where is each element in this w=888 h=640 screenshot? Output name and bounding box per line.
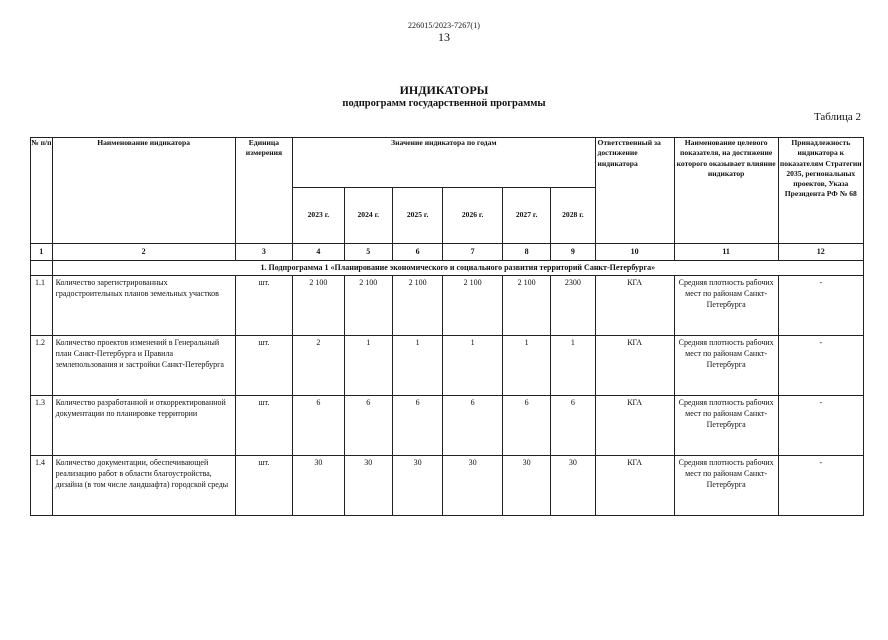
document-subtitle: подпрограмм государственной программы — [342, 98, 546, 109]
header-name: Наименование индикатора — [52, 138, 235, 244]
table-row — [31, 336, 864, 396]
column-number: 4 — [293, 244, 344, 261]
value-2025: 2 100 — [392, 276, 442, 336]
page-number: 13 — [438, 30, 450, 44]
table-row — [31, 396, 864, 456]
value-2028: 2300 — [551, 276, 595, 336]
indicators-table — [30, 137, 864, 516]
value-2024: 2 100 — [344, 276, 392, 336]
column-number: 5 — [344, 244, 392, 261]
header-num: № п/п — [31, 138, 53, 244]
value-2028: 1 — [551, 336, 595, 396]
subprogram-blank-cell — [31, 261, 53, 276]
indicator-unit: шт. — [235, 336, 293, 396]
responsible: КГА — [595, 396, 674, 456]
belonging: - — [778, 396, 863, 456]
subprogram-row — [31, 261, 864, 276]
indicator-name: Количество документации, обеспечивающей реализацию работ в области благоустройства, дизайна (в том числе ландшафта) городской среды — [52, 456, 235, 516]
value-2026: 30 — [443, 456, 503, 516]
header-unit: Единица измерения — [235, 138, 293, 244]
value-2023: 2 — [293, 336, 344, 396]
value-2028: 6 — [551, 396, 595, 456]
value-2025: 6 — [392, 396, 442, 456]
column-number: 10 — [595, 244, 674, 261]
document-number: 226015/2023-7267(1) — [407, 21, 481, 30]
header-year: 2023 г. — [293, 188, 344, 244]
value-2028: 30 — [551, 456, 595, 516]
belonging: - — [778, 336, 863, 396]
table-label: Таблица 2 — [813, 111, 861, 123]
column-number: 9 — [551, 244, 595, 261]
column-number: 11 — [674, 244, 778, 261]
value-2027: 1 — [502, 336, 550, 396]
indicator-unit: шт. — [235, 276, 293, 336]
column-number: 1 — [31, 244, 53, 261]
value-2026: 6 — [443, 396, 503, 456]
responsible: КГА — [595, 276, 674, 336]
document-title: ИНДИКАТОРЫ — [399, 83, 489, 97]
value-2023: 30 — [293, 456, 344, 516]
indicator-name: Количество проектов изменений в Генеральный план Санкт-Петербурга и Правила землепользования и застройки Санкт-Петербурга — [52, 336, 235, 396]
header-values-group: Значение индикатора по годам — [293, 138, 595, 188]
responsible: КГА — [595, 336, 674, 396]
belonging: - — [778, 456, 863, 516]
target-indicator: Средняя плотность рабочих мест по районам Санкт-Петербурга — [674, 456, 778, 516]
indicator-unit: шт. — [235, 396, 293, 456]
header-target: Наименование целевого показателя, на достижение которого оказывает влияние индикатор — [674, 138, 778, 244]
indicator-name: Количество разработанной и откорректированной документации по планировке территории — [52, 396, 235, 456]
value-2026: 2 100 — [443, 276, 503, 336]
header-year: 2025 г. — [392, 188, 442, 244]
value-2024: 30 — [344, 456, 392, 516]
table-row — [31, 456, 864, 516]
header-year: 2028 г. — [551, 188, 595, 244]
value-2024: 1 — [344, 336, 392, 396]
row-number: 1.3 — [31, 396, 53, 456]
column-number: 7 — [443, 244, 503, 261]
column-number: 6 — [392, 244, 442, 261]
row-number: 1.1 — [31, 276, 53, 336]
header-year: 2027 г. — [502, 188, 550, 244]
indicator-unit: шт. — [235, 456, 293, 516]
value-2027: 6 — [502, 396, 550, 456]
column-number: 8 — [502, 244, 550, 261]
header-belonging: Принадлежность индикатора к показателям Стратегии 2035, региональных проектов, Указа Президента РФ № 68 — [778, 138, 863, 244]
value-2025: 30 — [392, 456, 442, 516]
column-number: 2 — [52, 244, 235, 261]
value-2026: 1 — [443, 336, 503, 396]
value-2027: 2 100 — [502, 276, 550, 336]
column-number: 3 — [235, 244, 293, 261]
responsible: КГА — [595, 456, 674, 516]
value-2024: 6 — [344, 396, 392, 456]
header-year: 2026 г. — [443, 188, 503, 244]
target-indicator: Средняя плотность рабочих мест по районам Санкт-Петербурга — [674, 396, 778, 456]
indicator-name: Количество зарегистрированных градостроительных планов земельных участков — [52, 276, 235, 336]
value-2025: 1 — [392, 336, 442, 396]
value-2027: 30 — [502, 456, 550, 516]
column-number: 12 — [778, 244, 863, 261]
table-row — [31, 276, 864, 336]
column-numbers-row — [31, 244, 864, 261]
belonging: - — [778, 276, 863, 336]
value-2023: 2 100 — [293, 276, 344, 336]
row-number: 1.2 — [31, 336, 53, 396]
header-year: 2024 г. — [344, 188, 392, 244]
row-number: 1.4 — [31, 456, 53, 516]
value-2023: 6 — [293, 396, 344, 456]
target-indicator: Средняя плотность рабочих мест по районам Санкт-Петербурга — [674, 276, 778, 336]
target-indicator: Средняя плотность рабочих мест по районам Санкт-Петербурга — [674, 336, 778, 396]
subprogram-title: 1. Подпрограмма 1 «Планирование экономического и социального развития территорий Санкт-Петербурга» — [52, 261, 863, 276]
header-responsible: Ответственный за достижение индикатора — [595, 138, 674, 244]
